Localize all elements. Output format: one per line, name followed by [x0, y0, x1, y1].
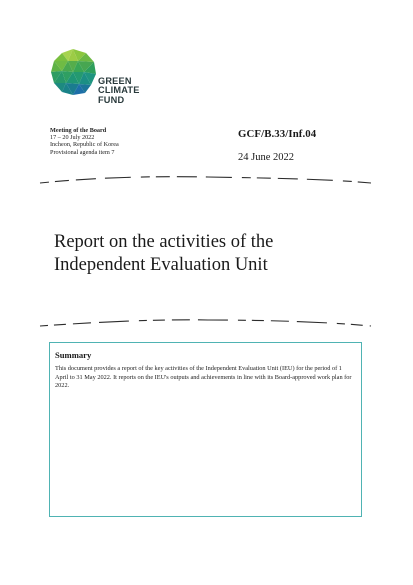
meeting-dates: 17 – 20 July 2022 [50, 134, 95, 142]
wave-divider-top [38, 175, 373, 187]
logo-wordmark [98, 77, 140, 105]
meeting-location: Incheon, Republic of Korea [50, 141, 119, 149]
summary-body: This document provides a report of the key activities of the Independent Evaluation Unit (IEU) for the period of 1 April to 31 May 2022. It reports on the IEU's outputs and achievements in line with its Board-approved work plan for 2022. [55, 365, 352, 390]
summary-heading: Summary [55, 350, 92, 360]
meeting-heading: Meeting of the Board [50, 127, 107, 134]
report-title [54, 231, 364, 277]
logo-line-green: GREEN [98, 76, 132, 86]
globe-logo-icon [48, 47, 98, 97]
meeting-details [50, 127, 119, 156]
gcf-logo [48, 47, 148, 109]
report-title-line-2: Independent Evaluation Unit [54, 255, 268, 275]
logo-line-fund: FUND [98, 94, 125, 105]
document-date: 24 June 2022 [238, 152, 294, 163]
summary-box [49, 342, 362, 517]
document-reference: GCF/B.33/Inf.04 [238, 128, 317, 140]
meeting-agenda-item: Provisional agenda item 7 [50, 148, 115, 156]
logo-line-climate: CLIMATE [98, 85, 140, 96]
report-title-line-1: Report on the activities of the [54, 232, 274, 252]
wave-divider-bottom [38, 316, 373, 328]
